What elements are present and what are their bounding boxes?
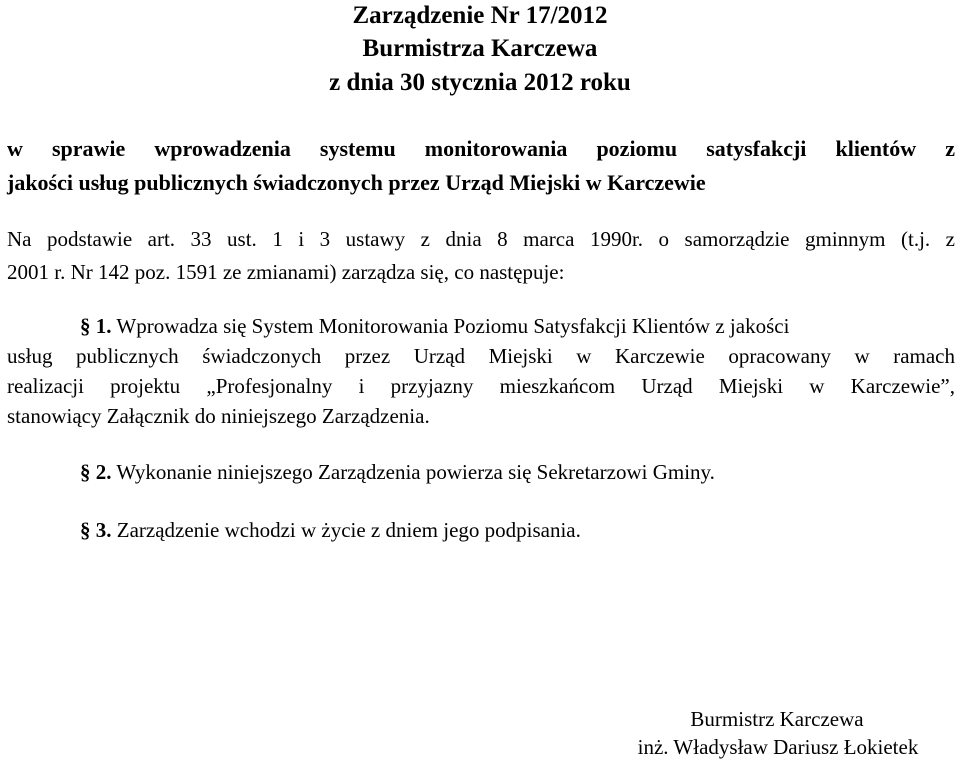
paragraph-number: 2.: [95, 460, 112, 484]
paragraph-3: [80, 517, 581, 543]
document-title: Zarządzenie Nr 17/2012: [352, 2, 608, 29]
paragraph-symbol: §: [80, 518, 91, 542]
paragraph-text: Wprowadza się System Monitorowania Poziomu Satysfakcji Klientów z jakości: [116, 314, 790, 338]
paragraph-1-first-line: [80, 313, 789, 339]
paragraph-1-line-3: realizacji projektu „Profesjonalny i przyjazny mieszkańcom Urząd Miejski w Karczewie”,: [7, 374, 955, 398]
paragraph-number: 1.: [95, 314, 112, 338]
preamble-line-1: Na podstawie art. 33 ust. 1 i 3 ustawy z dnia 8 marca 1990r. o samorządzie gminnym (t.j. z: [7, 227, 955, 251]
paragraph-text: Zarządzenie wchodzi w życie z dniem jego podpisania.: [116, 518, 581, 542]
signature-name: inż. Władysław Dariusz Łokietek: [637, 735, 919, 759]
paragraph-symbol: §: [80, 460, 91, 484]
paragraph-number: 3.: [95, 518, 112, 542]
paragraph-1-line-2: usług publicznych świadczonych przez Urząd Miejski w Karczewie opracowany w ramach: [7, 344, 955, 368]
subject-line-2: jakości usług publicznych świadczonych przez Urząd Miejski w Karczewie: [7, 170, 706, 195]
paragraph-1-line-4: stanowiący Załącznik do niniejszego Zarządzenia.: [7, 404, 430, 428]
paragraph-2: [80, 459, 715, 485]
issue-date: z dnia 30 stycznia 2012 roku: [329, 69, 631, 96]
paragraph-text: Wykonanie niniejszego Zarządzenia powierza się Sekretarzowi Gminy.: [116, 460, 715, 484]
signature-role: Burmistrz Karczewa: [690, 707, 864, 731]
paragraph-symbol: §: [80, 314, 91, 338]
subject-line-1: w sprawie wprowadzenia systemu monitorowania poziomu satysfakcji klientów z: [7, 136, 955, 161]
preamble-line-2: 2001 r. Nr 142 poz. 1591 ze zmianami) zarządza się, co następuje:: [7, 260, 565, 284]
issuer: Burmistrza Karczewa: [362, 35, 598, 62]
